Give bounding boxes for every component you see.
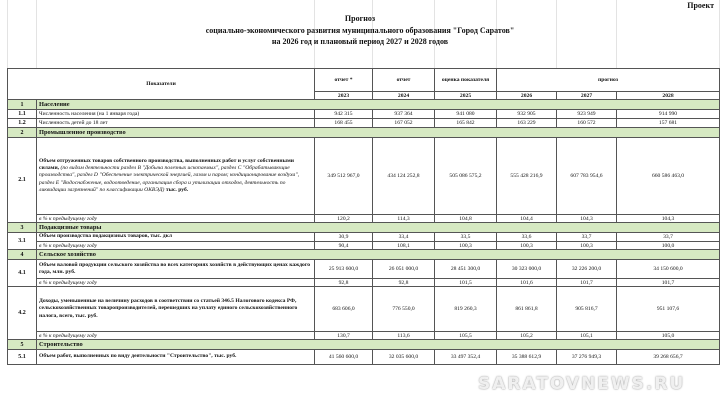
section-title: Подакцизные товары bbox=[37, 223, 720, 233]
value-cell: 33,7 bbox=[617, 233, 720, 242]
row-label-main: Объем отгруженных товаров собственного производства, выполненных работ и услуг собственными силами, bbox=[39, 157, 295, 172]
value-cell: 160 572 bbox=[557, 119, 617, 128]
value-cell: 108,1 bbox=[373, 242, 435, 250]
value-cell: 28 451 300,0 bbox=[435, 260, 497, 279]
value-cell: 100,0 bbox=[617, 242, 720, 250]
value-cell: 776 550,0 bbox=[373, 287, 435, 332]
row-label-note: (по видам деятельности раздел В "Добыча полезных ископаемых", раздел С "Обрабатывающие производства", раздел D "Обеспечение электрической энергией, газом и паром; кондиционирование воздуха", раздел Е "Водоснабжение, водоотведение, организация сбора и утилизации отходов, деятельность по ликвидации загрязнений" по классификации ОКВЭД) bbox=[39, 165, 300, 193]
value-cell: 101,7 bbox=[557, 279, 617, 287]
value-cell: 35 388 612,9 bbox=[497, 350, 557, 365]
row-label: Объем работ, выполненных по виду деятельности "Строительство", тыс. руб. bbox=[37, 350, 315, 365]
project-status-label: Проект bbox=[687, 1, 714, 10]
section-title: Сельское хозяйство bbox=[37, 250, 720, 260]
value-cell: 941 080 bbox=[435, 110, 497, 119]
section-number: 2 bbox=[8, 128, 37, 138]
table-row bbox=[8, 332, 720, 340]
value-cell: 33,7 bbox=[557, 233, 617, 242]
value-cell: 130,7 bbox=[315, 332, 373, 340]
row-label: Объем производства подакцизных товаров, тыс. дкл bbox=[37, 233, 315, 242]
row-label: Доходы, уменьшенные на величину расходов в соответствии со статьей 346.5 Налогового кодекса РФ, сельскохозяйственных товаропроизводителей, перешедших на уплату единого сельскохозяйственного налога, всего, тыс. руб. bbox=[37, 287, 315, 332]
value-cell: 104,4 bbox=[497, 215, 557, 223]
section-title: Промышленное производство bbox=[37, 128, 720, 138]
title-line-1: Прогноз bbox=[344, 14, 376, 23]
header-row bbox=[8, 69, 720, 92]
value-cell: 30 323 000,0 bbox=[497, 260, 557, 279]
value-cell: 937 364 bbox=[373, 110, 435, 119]
value-cell: 100,3 bbox=[557, 242, 617, 250]
value-cell: 607 783 954,6 bbox=[557, 138, 617, 215]
row-number: 4.1 bbox=[8, 260, 37, 287]
value-cell: 163 229 bbox=[497, 119, 557, 128]
value-cell: 100,3 bbox=[497, 242, 557, 250]
value-cell: 25 913 600,0 bbox=[315, 260, 373, 279]
value-cell: 683 606,0 bbox=[315, 287, 373, 332]
estimate-header: оценка показателя bbox=[435, 69, 497, 92]
value-cell: 167 052 bbox=[373, 119, 435, 128]
value-cell: 104,3 bbox=[617, 215, 720, 223]
forecast-header: прогноз bbox=[497, 69, 720, 92]
value-cell: 41 560 600,0 bbox=[315, 350, 373, 365]
value-cell: 434 124 252,8 bbox=[373, 138, 435, 215]
value-cell: 120,2 bbox=[315, 215, 373, 223]
value-cell: 660 586 463,0 bbox=[617, 138, 720, 215]
value-cell: 30,9 bbox=[315, 233, 373, 242]
section-title: Население bbox=[37, 100, 720, 110]
row-number: 5.1 bbox=[8, 350, 37, 365]
value-cell: 101,5 bbox=[435, 279, 497, 287]
section-row bbox=[8, 128, 720, 138]
value-cell: 101,7 bbox=[617, 279, 720, 287]
value-cell: 104,8 bbox=[435, 215, 497, 223]
value-cell: 105,0 bbox=[617, 332, 720, 340]
value-cell: 26 051 000,0 bbox=[373, 260, 435, 279]
value-cell: 37 276 949,3 bbox=[557, 350, 617, 365]
section-row bbox=[8, 100, 720, 110]
row-label: Численность детей до 18 лет bbox=[37, 119, 315, 128]
table-row bbox=[8, 350, 720, 365]
value-cell: 104,3 bbox=[557, 215, 617, 223]
row-label: Численность населения (на 1 января года) bbox=[37, 110, 315, 119]
value-cell: 114,3 bbox=[373, 215, 435, 223]
table-row bbox=[8, 242, 720, 250]
section-row bbox=[8, 250, 720, 260]
value-cell: 33,6 bbox=[497, 233, 557, 242]
row-label bbox=[37, 138, 315, 215]
value-cell: 105,5 bbox=[435, 332, 497, 340]
value-cell: 113,6 bbox=[373, 332, 435, 340]
forecast-table bbox=[7, 68, 720, 365]
section-row bbox=[8, 340, 720, 350]
value-cell: 92,8 bbox=[373, 279, 435, 287]
value-cell: 168 455 bbox=[315, 119, 373, 128]
section-number: 3 bbox=[8, 223, 37, 233]
report-header: отчет * bbox=[315, 69, 373, 92]
year-cell: 2027 bbox=[557, 92, 617, 100]
row-label: в % к предыдущему году bbox=[37, 215, 315, 223]
title-line-2: социально-экономического развития муниципального образования "Город Саратов" bbox=[205, 26, 515, 35]
row-label: в % к предыдущему году bbox=[37, 242, 315, 250]
year-cell: 2023 bbox=[315, 92, 373, 100]
watermark: SARATOVNEWS.RU bbox=[478, 374, 686, 394]
value-cell: 32 035 600,0 bbox=[373, 350, 435, 365]
table-row bbox=[8, 233, 720, 242]
value-cell: 33,4 bbox=[373, 233, 435, 242]
value-cell: 951 107,6 bbox=[617, 287, 720, 332]
value-cell: 105,1 bbox=[557, 332, 617, 340]
value-cell: 39 268 656,7 bbox=[617, 350, 720, 365]
table-row bbox=[8, 119, 720, 128]
row-number: 2.1 bbox=[8, 138, 37, 223]
value-cell: 100,3 bbox=[435, 242, 497, 250]
value-cell: 555 428 216,9 bbox=[497, 138, 557, 215]
table-row bbox=[8, 287, 720, 332]
value-cell: 34 150 600,0 bbox=[617, 260, 720, 279]
table-row bbox=[8, 279, 720, 287]
value-cell: 165 842 bbox=[435, 119, 497, 128]
section-row bbox=[8, 223, 720, 233]
value-cell: 914 990 bbox=[617, 110, 720, 119]
value-cell: 505 086 575,2 bbox=[435, 138, 497, 215]
value-cell: 905 816,7 bbox=[557, 287, 617, 332]
row-label: Объем валовой продукции сельского хозяйства во всех категориях хозяйств в действующих ценах каждого года, млн. руб. bbox=[37, 260, 315, 279]
value-cell: 92,8 bbox=[315, 279, 373, 287]
year-cell: 2026 bbox=[497, 92, 557, 100]
value-cell: 942 315 bbox=[315, 110, 373, 119]
section-number: 1 bbox=[8, 100, 37, 110]
report-header-2: отчет bbox=[373, 69, 435, 92]
section-number: 4 bbox=[8, 250, 37, 260]
year-cell: 2024 bbox=[373, 92, 435, 100]
value-cell: 819 260,3 bbox=[435, 287, 497, 332]
row-number: 4.2 bbox=[8, 287, 37, 340]
row-label: в % к предыдущему году bbox=[37, 332, 315, 340]
indicators-header: Показатели bbox=[8, 69, 315, 100]
value-cell: 105,2 bbox=[497, 332, 557, 340]
value-cell: 33 497 352,4 bbox=[435, 350, 497, 365]
row-label-unit: тыс. руб. bbox=[165, 186, 189, 193]
year-cell: 2025 bbox=[435, 92, 497, 100]
value-cell: 33,5 bbox=[435, 233, 497, 242]
row-number: 1.1 bbox=[8, 110, 37, 119]
value-cell: 923 949 bbox=[557, 110, 617, 119]
value-cell: 157 681 bbox=[617, 119, 720, 128]
title-line-3: на 2026 год и плановый период 2027 и 2028 годов bbox=[271, 37, 449, 46]
section-number: 5 bbox=[8, 340, 37, 350]
value-cell: 90,4 bbox=[315, 242, 373, 250]
table-row bbox=[8, 110, 720, 119]
table-row bbox=[8, 260, 720, 279]
table-row bbox=[8, 138, 720, 215]
section-title: Строительство bbox=[37, 340, 720, 350]
value-cell: 861 861,8 bbox=[497, 287, 557, 332]
value-cell: 101,6 bbox=[497, 279, 557, 287]
year-cell: 2028 bbox=[617, 92, 720, 100]
table-row bbox=[8, 215, 720, 223]
row-number: 3.1 bbox=[8, 233, 37, 250]
row-label: в % к предыдущему году bbox=[37, 279, 315, 287]
value-cell: 32 226 200,0 bbox=[557, 260, 617, 279]
row-number: 1.2 bbox=[8, 119, 37, 128]
value-cell: 349 512 967,0 bbox=[315, 138, 373, 215]
value-cell: 932 905 bbox=[497, 110, 557, 119]
